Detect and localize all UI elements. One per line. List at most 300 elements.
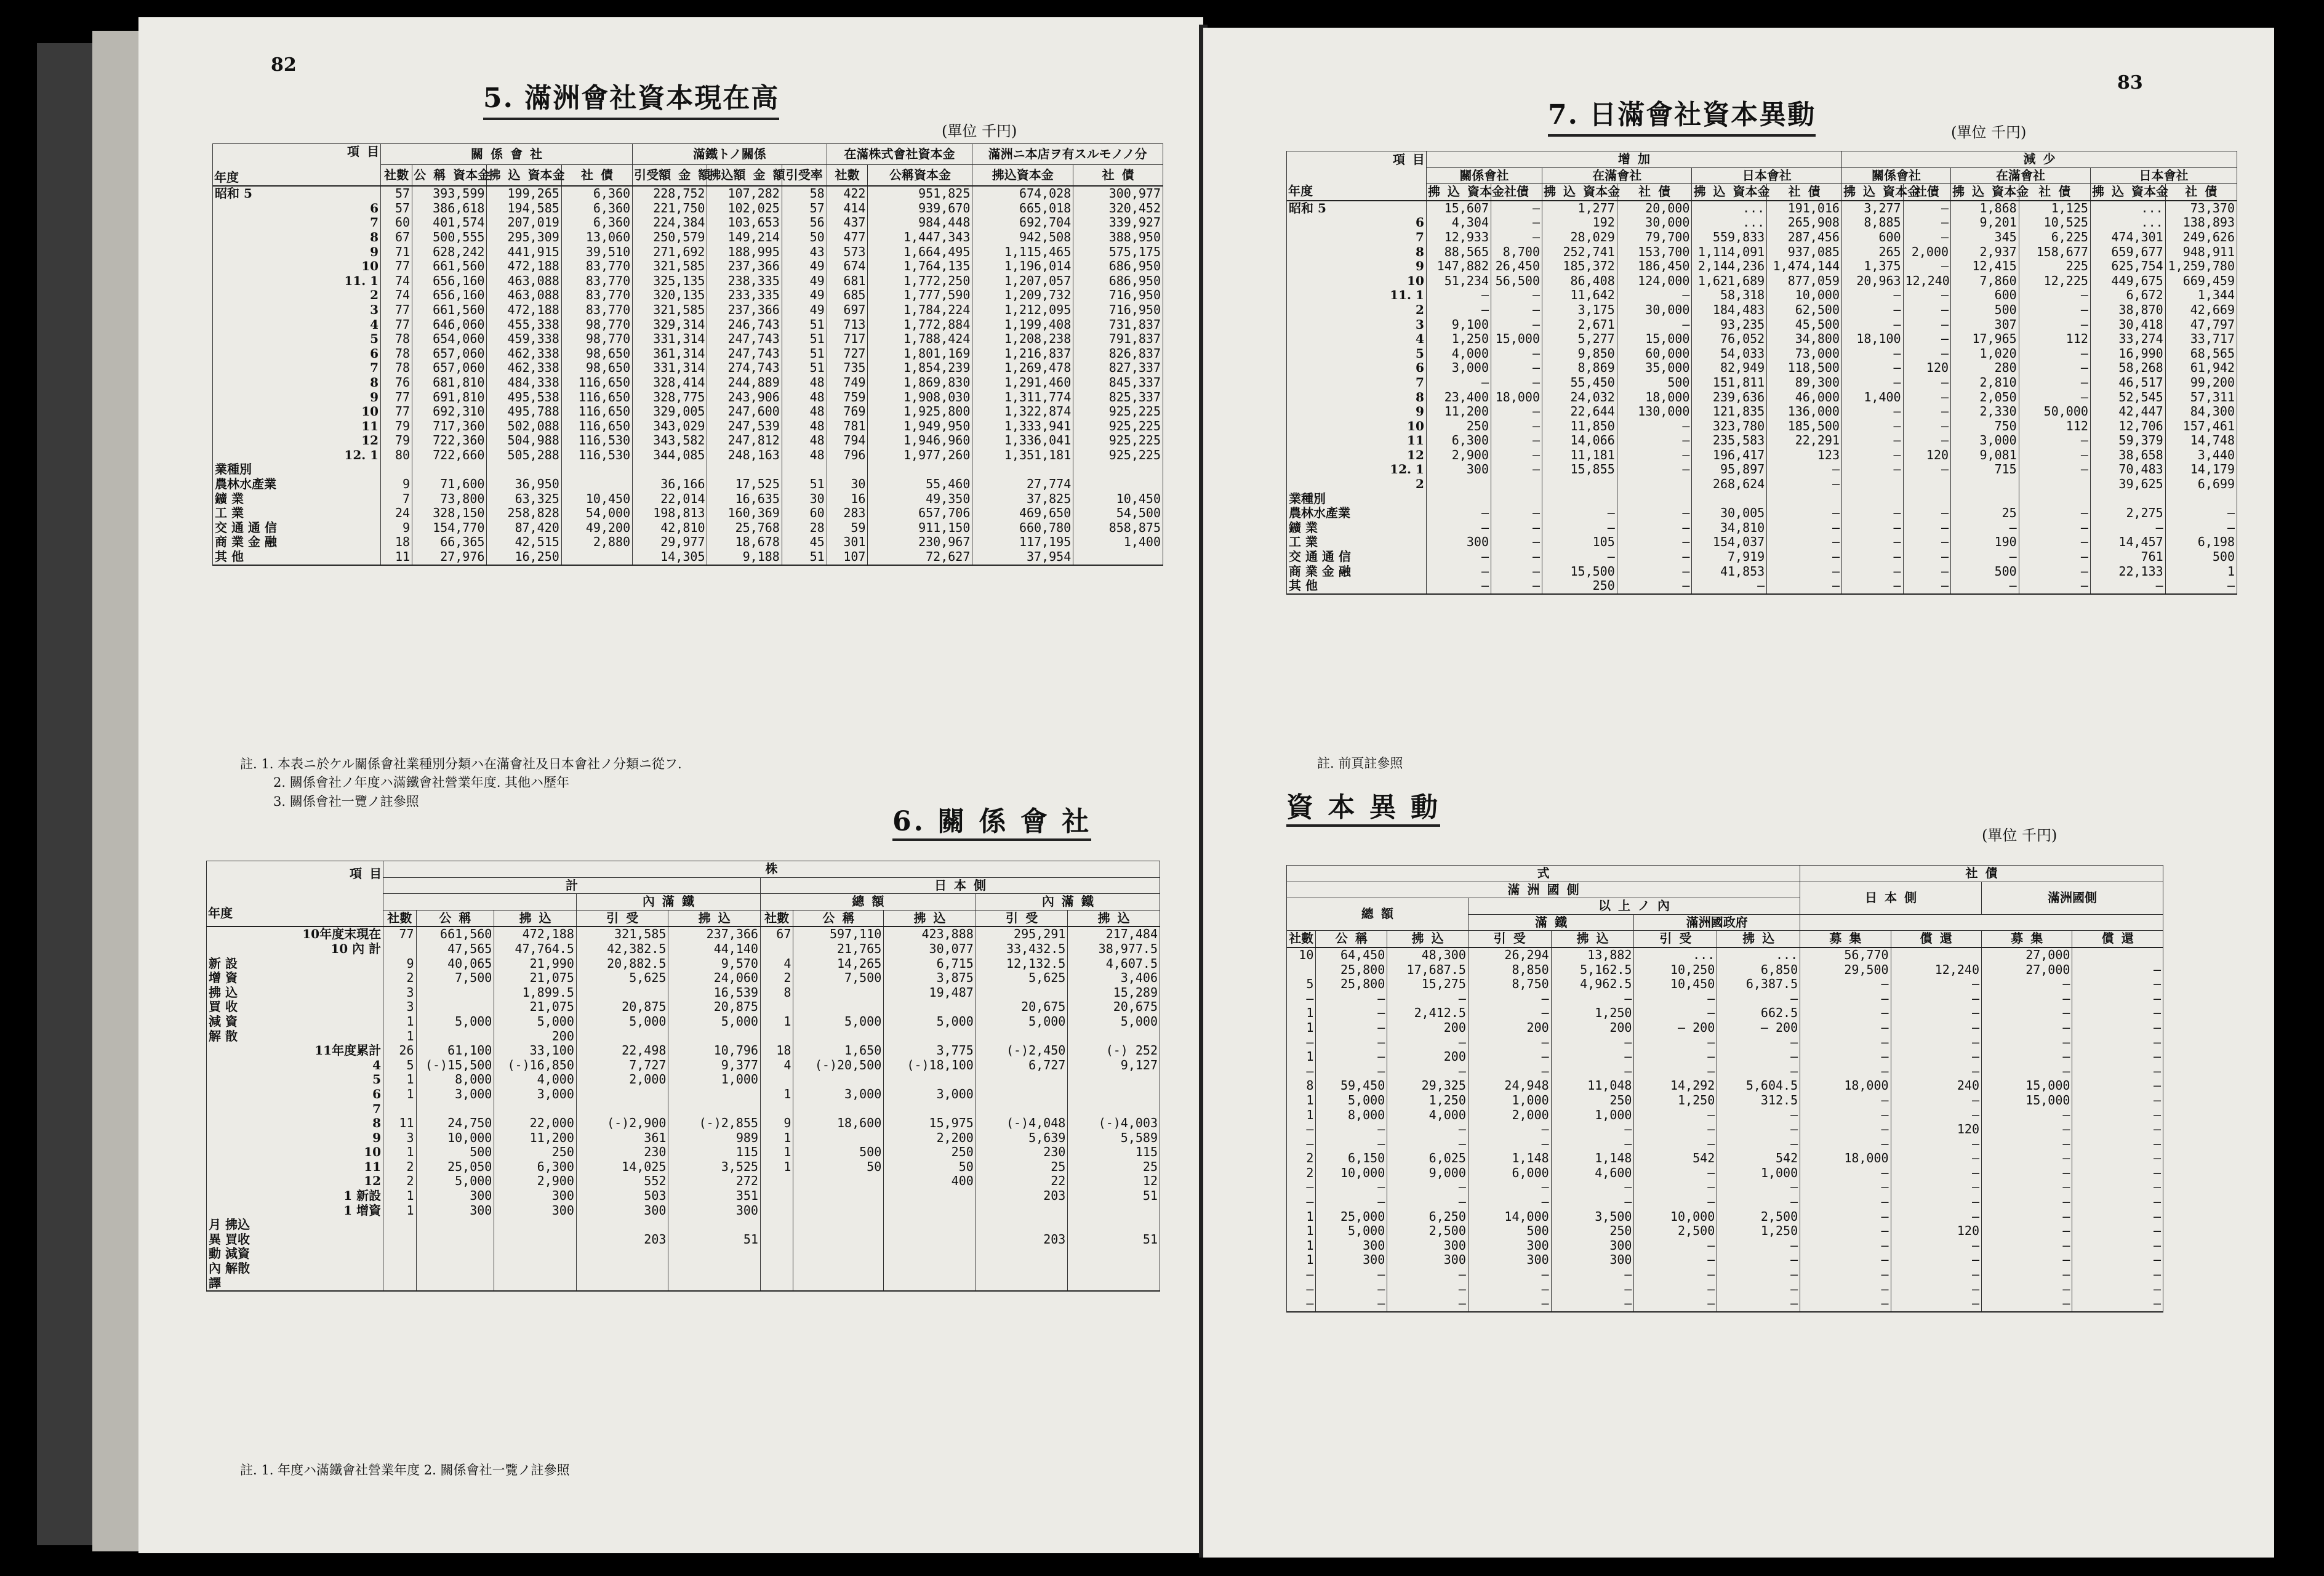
table-cell: — [1903, 404, 1950, 419]
table5-title: 5. 滿洲會社資本現在高 [483, 76, 779, 120]
table-cell: 948,911 [2165, 245, 2237, 260]
table-cell [416, 1029, 494, 1044]
table-cell: 1,447,343 [868, 230, 972, 245]
table-cell: 5,625 [976, 971, 1068, 986]
table-cell: — [1800, 1108, 1891, 1123]
table-cell: 66,365 [412, 535, 487, 550]
row-label: 工 業 [213, 506, 381, 521]
table-cell [2019, 477, 2090, 492]
table-cell: 500,555 [412, 230, 487, 245]
table-cell: 29,500 [1800, 963, 1891, 978]
table-cell: 1,148 [1468, 1151, 1551, 1166]
table-cell: 686,950 [1073, 259, 1163, 274]
table-cell: 54,033 [1692, 347, 1767, 361]
table-cell: 3,175 [1542, 303, 1617, 318]
table-cell: — [1287, 1122, 1316, 1137]
table-cell: — [1982, 1064, 2072, 1079]
table-cell: 247,600 [707, 404, 782, 419]
table-cell [633, 462, 707, 477]
table-cell: 200 [1387, 1050, 1469, 1064]
row-label: 業種別 [213, 462, 381, 477]
table-cell: — [2072, 1035, 2163, 1050]
table-cell: 9,100 [1426, 318, 1491, 332]
table-cell: 287,456 [1767, 230, 1842, 245]
table-cell: 331,314 [633, 361, 707, 376]
table-cell: 2 [1287, 1166, 1316, 1181]
table-row [1287, 1137, 2163, 1152]
table-cell: 10,000 [1634, 1210, 1717, 1224]
table-cell [976, 1276, 1068, 1292]
table-cell: — [1634, 1180, 1717, 1195]
table-row [213, 186, 1163, 201]
table-cell: 722,660 [412, 448, 487, 463]
table-cell: 1,788,424 [868, 332, 972, 347]
table-cell: 25 [1951, 506, 2019, 521]
table-cell: ... [2090, 215, 2165, 230]
table-row [207, 1058, 1160, 1073]
table-cell: 45 [782, 535, 827, 550]
table-cell: 686,950 [1073, 274, 1163, 289]
table-cell: 55,460 [868, 477, 972, 492]
table-row [213, 274, 1163, 289]
table-cell: 265,908 [1767, 215, 1842, 230]
table-cell: 34,800 [1767, 332, 1842, 347]
row-label: 3 [1287, 318, 1427, 332]
table-cell: 692,310 [412, 404, 487, 419]
table-cell: — [1634, 1122, 1717, 1137]
table-cell: 9,188 [707, 550, 782, 565]
table-row [207, 1116, 1160, 1131]
row-label: 鑛 業 [213, 492, 381, 507]
table-cell: — [1841, 303, 1903, 318]
table-cell: 300 [1426, 462, 1491, 477]
table-cell: 1 [2165, 565, 2237, 579]
table-row [1287, 521, 2237, 536]
table-cell: 9,570 [668, 957, 761, 971]
table-cell: 29,325 [1387, 1079, 1469, 1093]
table-cell: 665,018 [972, 201, 1073, 216]
table-cell: 87,420 [487, 521, 561, 536]
table-cell: 1 [760, 1015, 793, 1029]
table-cell: ... [1692, 201, 1767, 216]
corner-header: 項 目 年度 [1287, 151, 1427, 201]
table-cell: — [1634, 1297, 1717, 1312]
table-cell: 656,160 [412, 288, 487, 303]
table-row [213, 230, 1163, 245]
table-cell: 5,162.5 [1551, 963, 1634, 978]
table-cell: — [1287, 1035, 1316, 1050]
table-cell: — [1426, 506, 1491, 521]
table-cell: 24,750 [416, 1116, 494, 1131]
table-cell: — [2019, 521, 2090, 536]
table-row [1287, 201, 2237, 216]
table-cell: 1 [383, 1029, 416, 1044]
table-cell: 5,000 [668, 1015, 761, 1029]
table-cell: 239,636 [1692, 390, 1767, 405]
column-header: 公 稱 [793, 910, 884, 927]
table-row [207, 1102, 1160, 1117]
table-cell: 321,585 [633, 259, 707, 274]
table-cell: 300 [1387, 1253, 1469, 1268]
table-cell: 27,000 [1982, 963, 2072, 978]
header-zouka: 增 加 [1426, 151, 1841, 168]
table-cell: — [1800, 1224, 1891, 1239]
table-cell [760, 1072, 793, 1087]
column-header: 拂 込 資本金 [1951, 184, 2019, 201]
table-cell: 18,000 [1800, 1079, 1891, 1093]
table-cell [1073, 477, 1163, 492]
table-cell: 225 [2019, 259, 2090, 274]
table-cell: 2 [383, 971, 416, 986]
table-cell [1068, 1072, 1160, 1087]
table-cell: 1,908,030 [868, 390, 972, 405]
table-row [1287, 1224, 2163, 1239]
table-cell [760, 1232, 793, 1247]
column-header: 拂 込 資本金 [1426, 184, 1491, 201]
table-cell: — [1982, 1282, 2072, 1297]
table-row [207, 1072, 1160, 1087]
table-cell: 247,539 [707, 419, 782, 434]
table-cell: 1,000 [1551, 1108, 1634, 1123]
table-cell: 27,976 [412, 550, 487, 565]
table-cell: 6,360 [561, 201, 632, 216]
table-cell [793, 1072, 884, 1087]
table-row [213, 376, 1163, 390]
table-row [213, 521, 1163, 536]
table-cell: 62,500 [1767, 303, 1842, 318]
table-cell: 51 [782, 477, 827, 492]
table-cell: 77 [381, 404, 412, 419]
table-cell: 11,181 [1542, 448, 1617, 463]
table-cell: — [1982, 1224, 2072, 1239]
header-seifu: 滿洲國政府 [1634, 914, 1800, 931]
table-cell [668, 1029, 761, 1044]
table-cell: 184,483 [1692, 303, 1767, 318]
table-cell: 422 [827, 186, 868, 201]
table-row [1287, 1180, 2163, 1195]
table-cell [782, 462, 827, 477]
table-cell [976, 1261, 1068, 1276]
table-cell: — [1617, 288, 1692, 303]
table-cell: — [1491, 535, 1542, 550]
table-cell: 77 [383, 927, 416, 942]
table-cell: — [1982, 1035, 2072, 1050]
table-cell: 83,770 [561, 288, 632, 303]
right-page [1203, 28, 2274, 1558]
table-cell: — [1316, 1282, 1387, 1297]
column-header: 拂 込 資本金 [2090, 184, 2165, 201]
table-cell: — [2019, 565, 2090, 579]
table-row [1287, 390, 2237, 405]
table-cell: 6,000 [1468, 1166, 1551, 1181]
table-cell: — [1800, 1021, 1891, 1035]
table-row [1287, 462, 2237, 477]
table-cell: 3,000 [494, 1087, 577, 1102]
page-edge [92, 31, 142, 1551]
table6 [206, 861, 1160, 1292]
table-cell: — [1617, 521, 1692, 536]
table-cell [1068, 1218, 1160, 1232]
group-header: 關 係 會 社 [381, 144, 633, 165]
table-cell: — [2072, 977, 2163, 992]
table-cell: 24,948 [1468, 1079, 1551, 1093]
column-header: 拂 込 [1068, 910, 1160, 927]
column-header: 公稱資本金 [868, 165, 972, 187]
table-cell: — [1982, 1268, 2072, 1282]
table-cell: — [1617, 448, 1692, 463]
table-cell: 657,706 [868, 506, 972, 521]
table-cell: 925,225 [1073, 433, 1163, 448]
table-cell: 50 [782, 230, 827, 245]
header-zaiman: 在滿會社 [1542, 167, 1692, 184]
table-cell: — [2019, 579, 2090, 594]
table-cell: 18,600 [793, 1116, 884, 1131]
table-cell: 441,915 [487, 245, 561, 260]
table-cell: — [1891, 1195, 1981, 1210]
header-genshou: 減 少 [1841, 151, 2237, 168]
table-cell: 15,000 [1982, 1079, 2072, 1093]
table-cell: 21,075 [494, 971, 577, 986]
table-cell [760, 1204, 793, 1218]
table-cell: 84,300 [2165, 404, 2237, 419]
table-cell: 455,338 [487, 318, 561, 332]
table-cell: 1,291,460 [972, 376, 1073, 390]
row-label: 業種別 [1287, 492, 1427, 507]
table-cell: 9 [383, 957, 416, 971]
table-cell: 157,461 [2165, 419, 2237, 434]
row-label: 動 減資 [207, 1247, 383, 1261]
table-cell: — [2072, 963, 2163, 978]
table-cell: 5 [383, 1058, 416, 1073]
row-label: 交 通 通 信 [213, 521, 381, 536]
table-cell: 39,625 [2090, 477, 2165, 492]
table-cell: (-)4,048 [976, 1116, 1068, 1131]
table-cell: 203 [976, 1232, 1068, 1247]
table-cell [972, 462, 1073, 477]
table-cell: 345 [1951, 230, 2019, 245]
row-label: 10 [213, 259, 381, 274]
table-cell: 5,000 [416, 1015, 494, 1029]
table-cell: 185,372 [1542, 259, 1617, 274]
table-cell: — [2072, 1050, 2163, 1064]
table-cell: — [2072, 1282, 2163, 1297]
header-zaiman: 在滿會社 [1951, 167, 2091, 184]
row-label: 8 [213, 230, 381, 245]
table-cell: (-)18,100 [884, 1058, 976, 1073]
table-cell: 716,950 [1073, 303, 1163, 318]
table-cell: 1 [1287, 1006, 1316, 1021]
table-cell: 1,000 [1468, 1093, 1551, 1108]
table-cell: — [1287, 1064, 1316, 1079]
table-cell [760, 1276, 793, 1292]
table-cell: 2,330 [1951, 404, 2019, 419]
table-cell [793, 1000, 884, 1015]
table-cell: 1 [1287, 1050, 1316, 1064]
table-row [213, 492, 1163, 507]
table-cell: — [1287, 1180, 1316, 1195]
table-cell: 82,949 [1692, 361, 1767, 376]
table-cell: 1,322,874 [972, 404, 1073, 419]
table-row [207, 1204, 1160, 1218]
table-cell: 301 [827, 535, 868, 550]
row-label: 拂 込 [207, 986, 383, 1000]
table-row [213, 201, 1163, 216]
table-cell [416, 986, 494, 1000]
table-cell [1491, 492, 1542, 507]
table-cell: 47,764.5 [494, 942, 577, 957]
table-cell: 33,717 [2165, 332, 2237, 347]
table-cell: 659,677 [2090, 245, 2165, 260]
header-naimantetsu: 內 滿 鐵 [976, 894, 1160, 911]
table-cell: 51 [782, 361, 827, 376]
table-cell: 271,692 [633, 245, 707, 260]
table-cell: 6,850 [1717, 963, 1800, 978]
table-cell [494, 1218, 577, 1232]
table-row [1287, 332, 2237, 347]
table-cell: 18,000 [1491, 390, 1542, 405]
table-row [207, 1087, 1160, 1102]
table-cell: — [1903, 419, 1950, 434]
table-cell: 320,452 [1073, 201, 1163, 216]
table-cell: 77 [381, 303, 412, 318]
table-cell: 89,300 [1767, 376, 1842, 390]
table-cell: 2,000 [576, 1072, 668, 1087]
table-row [207, 1261, 1160, 1276]
table-cell: — [1982, 1151, 2072, 1166]
table-cell: — [1903, 318, 1950, 332]
table-cell: — [1551, 1050, 1634, 1064]
table-cell: — [1800, 1297, 1891, 1312]
table-cell: 17,965 [1951, 332, 2019, 347]
table-row [213, 361, 1163, 376]
table-cell [416, 1232, 494, 1247]
table-cell: 107 [827, 550, 868, 565]
table-cell: — [1841, 404, 1903, 419]
table-cell [576, 1218, 668, 1232]
table-cell: (-) 252 [1068, 1043, 1160, 1058]
table-cell: 10,450 [1073, 492, 1163, 507]
table-row [207, 1218, 1160, 1232]
table7 [1286, 151, 2237, 595]
table-cell: 5,000 [494, 1015, 577, 1029]
table-cell: 14,000 [1468, 1210, 1551, 1224]
table-cell: 1 [1287, 1093, 1316, 1108]
table-cell: 151,811 [1692, 376, 1767, 390]
table-cell: 48 [782, 376, 827, 390]
table-cell: 300 [1316, 1239, 1387, 1253]
table-cell [1841, 477, 1903, 492]
table-cell: 51 [1068, 1189, 1160, 1204]
table-cell: — [1468, 992, 1551, 1007]
table-cell: 5,000 [1316, 1093, 1387, 1108]
table-cell: 29,977 [633, 535, 707, 550]
column-header: 償 還 [2072, 931, 2163, 947]
table-cell: 9,081 [1951, 448, 2019, 463]
table-cell [976, 1072, 1068, 1087]
table-cell: — [1800, 1137, 1891, 1152]
table-cell: — [1617, 565, 1692, 579]
table-cell: — [1634, 1035, 1717, 1050]
table-cell: 1 [1287, 1224, 1316, 1239]
table-cell: — [1891, 1064, 1981, 1079]
table-row [213, 448, 1163, 463]
table-cell: — [1717, 1297, 1800, 1312]
table-cell [576, 1276, 668, 1292]
table-cell: 1,207,057 [972, 274, 1073, 289]
table-cell: 1 [383, 1204, 416, 1218]
table-cell [976, 986, 1068, 1000]
row-label: 解 散 [207, 1029, 383, 1044]
column-header: 引受額 金 額 [633, 165, 707, 187]
table-cell: 343,582 [633, 433, 707, 448]
table-cell: 249,626 [2165, 230, 2237, 245]
table-cell: 6,150 [1316, 1151, 1387, 1166]
column-header: 拂 込 [494, 910, 577, 927]
row-label: 農林水產業 [1287, 506, 1427, 521]
table-cell: 154,770 [412, 521, 487, 536]
table-cell: — [1982, 1210, 2072, 1224]
table-cell: 657,060 [412, 361, 487, 376]
table-cell: 1 [383, 1015, 416, 1029]
table-cell: 2,671 [1542, 318, 1617, 332]
table-cell: 3,775 [884, 1043, 976, 1058]
table-cell: 3,406 [1068, 971, 1160, 986]
table-cell: 10,000 [1316, 1166, 1387, 1181]
table-row [1287, 230, 2237, 245]
table-cell: 472,188 [487, 259, 561, 274]
table-cell: 761 [2090, 550, 2165, 565]
header-naimantetsu: 內 滿 鐵 [576, 894, 760, 911]
table-cell: 51 [782, 550, 827, 565]
table-cell: 49 [782, 303, 827, 318]
table-cell: 716,950 [1073, 288, 1163, 303]
table-cell: 6,727 [976, 1058, 1068, 1073]
table-cell: 57 [381, 186, 412, 201]
table-cell: — [1426, 376, 1491, 390]
table-cell: — [1982, 1253, 2072, 1268]
table-cell: 502,088 [487, 419, 561, 434]
table-cell: 6,360 [561, 186, 632, 201]
table-cell: 6,198 [2165, 535, 2237, 550]
table-cell: — [1982, 1137, 2072, 1152]
table-cell: 1,277 [1542, 201, 1617, 216]
table-cell: — [1468, 1050, 1551, 1064]
column-header: 社債 [1491, 184, 1542, 201]
table-row [207, 971, 1160, 986]
table-cell: — [1491, 550, 1542, 565]
row-label: 7 [1287, 230, 1427, 245]
table-cell: 393,599 [412, 186, 487, 201]
row-label: 10 [1287, 419, 1427, 434]
table-cell: 38,658 [2090, 448, 2165, 463]
table-cell: 117,195 [972, 535, 1073, 550]
row-label: 11 [207, 1160, 383, 1175]
table-cell: 15,000 [1617, 332, 1692, 347]
table-cell: 727 [827, 347, 868, 361]
table-cell [793, 1218, 884, 1232]
table-cell: 1,259,780 [2165, 259, 2237, 274]
table-cell: 344,085 [633, 448, 707, 463]
table-row [213, 303, 1163, 318]
table-cell: 107,282 [707, 186, 782, 201]
table-cell: — [2072, 1297, 2163, 1312]
table-cell: 250 [1551, 1224, 1634, 1239]
row-label: 月 拂込 [207, 1218, 383, 1232]
table-cell: — [1891, 977, 1981, 992]
header-ijou: 以 上 ノ 內 [1468, 898, 1800, 915]
table-cell [884, 1261, 976, 1276]
page-number: 82 [271, 54, 297, 76]
